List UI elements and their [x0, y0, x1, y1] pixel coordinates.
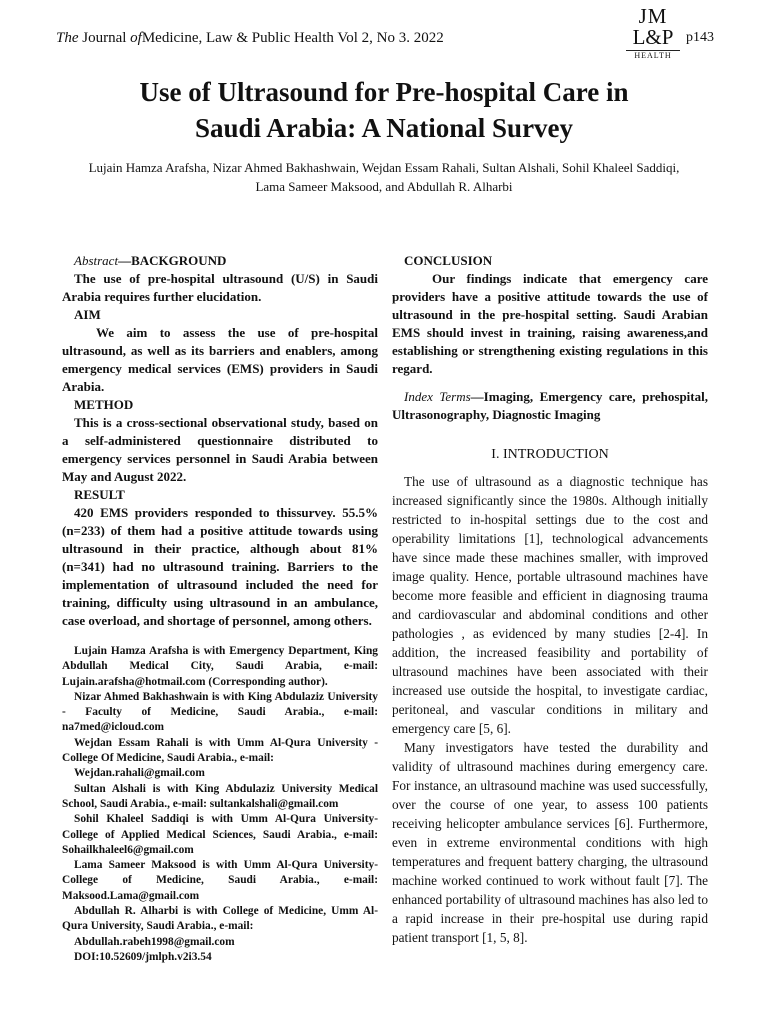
method-text: This is a cross-sectional observational study, based on a self-administered questionnaire distributed to emergency services personnel in Saudi Arabia between May and August 2022.	[62, 415, 378, 484]
title-line1: Use of Ultrasound for Pre-hospital Care in	[139, 77, 629, 107]
abstract-label: Abstract	[74, 253, 119, 268]
logo-line3: HEALTH	[626, 50, 680, 60]
affiliation-5: Sohil Khaleel Saddiqi is with Umm Al-Qura University- College of Applied Medical Sciences, Saudi Arabia., e-mail: Sohailkhaleel6@gmail.com	[62, 813, 378, 856]
affiliation-7-email: Abdullah.rabeh1998@gmail.com	[74, 935, 235, 948]
introduction-body	[392, 472, 708, 947]
background-head: —BACKGROUND	[118, 253, 227, 268]
running-header	[56, 30, 444, 47]
index-terms-label: Index Terms	[404, 389, 471, 404]
author-list	[40, 158, 728, 196]
conclusion-heading: CONCLUSION	[404, 253, 493, 268]
affiliation-4: Sultan Alshali is with King Abdulaziz University Medical School, Saudi Arabia., e-mail: sultankalshali@gmail.com	[62, 782, 378, 810]
journal-of: of	[130, 30, 142, 46]
left-column	[62, 252, 378, 965]
affiliation-7: Abdullah R. Alharbi is with College of Medicine, Umm Al-Qura University, Saudi Arabia., e-mail:	[62, 905, 378, 933]
paper-title	[40, 74, 728, 146]
title-line2: Saudi Arabia: A National Survey	[194, 113, 574, 143]
result-heading: RESULT	[74, 487, 125, 502]
method-heading: METHOD	[74, 397, 134, 412]
aim-heading: AIM	[74, 307, 101, 322]
affiliation-3: Wejdan Essam Rahali is with Umm Al-Qura University - College Of Medicine, Saudi Arabia., e-mail:	[62, 736, 378, 765]
index-terms	[392, 388, 708, 424]
affiliation-3-email: Wejdan.rahali@gmail.com	[74, 767, 205, 780]
intro-paragraph-1: The use of ultrasound as a diagnostic technique has increased significantly since the 1980s. Although initially restricted to in-hospital settings due to the cost and operability limitations [1], technological advancements have since made these machines smaller, with improved image quality. Hence, portable ultrasound machines have become more feasible and efficient in diagnosing trauma and cardiovascular and abdominal conditions and other pathologies , as evidenced by many studies [2-4]. In addition, the increased feasibility and portability of ultrasound machines have been associated with their increased use outside the hospital, to investigate cardiac, peritoneal, and vascular conditions in military and emergency care [5, 6].	[392, 474, 708, 736]
logo-line1: JM	[638, 4, 668, 28]
right-column	[392, 252, 708, 947]
affiliation-2: Nizar Ahmed Bakhashwain is with King Abdulaziz University - Faculty of Medicine, Saudi Arabia., e-mail: na7med@icloud.com	[62, 690, 378, 734]
abstract-background-heading	[62, 252, 378, 270]
intro-paragraph-2: Many investigators have tested the durability and validity of ultrasound machines during emergency care. For instance, an ultrasound machine was used successfully, over the course of one year, to assess 100 patients receiving helicopter ambulance services [6]. Furthermore, even in extreme environmental conditions with high temperatures and frequent battery charging, the ultrasound machine worked continued to work without fault [7]. The enhanced portability of ultrasound machines has also led to a rapid increase in their pre-hospital use during rapid patient transport [1, 5, 8].	[392, 740, 708, 945]
journal-name-a: Journal	[82, 30, 127, 46]
background-text: The use of pre-hospital ultrasound (U/S) in Saudi Arabia requires further elucidation.	[62, 271, 378, 304]
journal-prefix: The	[56, 30, 79, 46]
aim-text: We aim to assess the use of pre-hospital ultrasound, as well as its barriers and enablers, among emergency medical services (EMS) providers in Saudi Arabia.	[62, 325, 378, 394]
page-number: p143	[686, 30, 714, 45]
affiliations	[62, 644, 378, 965]
affiliation-1: Lujain Hamza Arafsha is with Emergency Department, King Abdullah Medical City, Saudi Arabia, e-mail: Lujain.arafsha@hotmail.com (Corresponding author).	[62, 645, 378, 688]
conclusion-text: Our findings indicate that emergency care providers have a positive attitude towards the use of ultrasound in the pre-hospital setting. Saudi Arabian EMS should invest in training, raising awareness,and establishing or strengthening existing regulations in this regard.	[392, 271, 708, 376]
authors-line2: Lama Sameer Maksood, and Abdullah R. Alharbi	[255, 179, 513, 194]
authors-line1: Lujain Hamza Arafsha, Nizar Ahmed Bakhashwain, Wejdan Essam Rahali, Sultan Alshali, Sohil Khaleel Saddiqi,	[88, 160, 680, 175]
doi: DOI:10.52609/jmlph.v2i3.54	[74, 950, 212, 963]
index-terms-text: —Imaging, Emergency care, prehospital, Ultrasonography, Diagnostic Imaging	[392, 389, 708, 422]
section-heading-introduction: I. INTRODUCTION	[491, 447, 609, 462]
affiliation-6: Lama Sameer Maksood is with Umm Al-Qura University- College of Medicine, Saudi Arabia., e-mail: Maksood.Lama@gmail.com	[62, 859, 378, 902]
journal-logo	[626, 6, 680, 60]
result-text: 420 EMS providers responded to thissurvey. 55.5% (n=233) of them had a positive attitude towards using ultrasound in their practice, although about 81% (n=341) had no ultrasound training. Barriers to the implementation of ultrasound included the need for training, difficulty using ultrasound in an ambulance, case overload, and shortage of personnel, among others.	[62, 505, 378, 628]
journal-name-b: Medicine, Law & Public Health Vol 2, No 3. 2022	[141, 30, 444, 46]
logo-line2: L&P	[632, 25, 674, 49]
